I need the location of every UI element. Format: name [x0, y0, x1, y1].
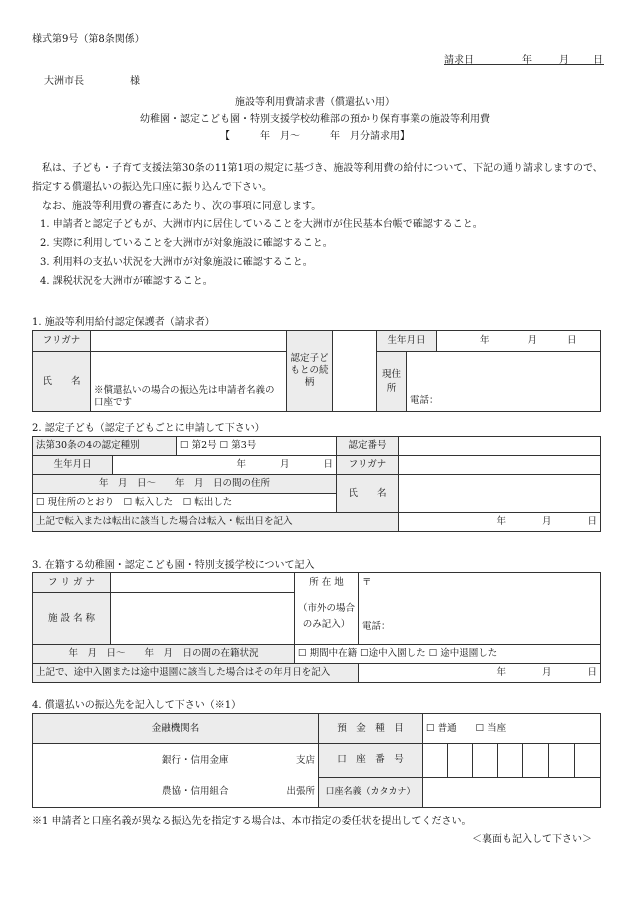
account-digit[interactable] — [575, 744, 601, 778]
account-digit[interactable] — [498, 744, 523, 778]
deposit-type-label: 預 金 種 目 — [319, 714, 423, 744]
year-label: 年 — [496, 667, 506, 679]
checkbox-icon[interactable]: ☐ — [475, 722, 485, 734]
branch-field[interactable] — [243, 744, 319, 808]
child-birth-field[interactable] — [113, 456, 337, 475]
account-holder-label: 口座名義（カタカナ） — [319, 777, 423, 807]
month-label: 月 — [279, 459, 290, 471]
enroll-date-field[interactable] — [359, 664, 601, 683]
facility-name-field[interactable] — [111, 593, 295, 645]
consent-item: 3. 利用料の支払い状況を大洲市が対象施設に確認すること。 — [40, 257, 313, 268]
cert-number-label: 認定番号 — [337, 437, 399, 456]
child-name-field[interactable] — [399, 475, 601, 513]
cert-type-options — [177, 437, 337, 456]
cert-type-label: 法第30条の4の認定種別 — [33, 437, 177, 456]
facility-furigana-label: フ リ ガ ナ — [33, 573, 111, 593]
opt-moved-out-label: 転出した — [194, 497, 233, 509]
footnote — [32, 812, 472, 827]
location-label: 所 在 地 — [309, 577, 344, 588]
intro-paragraph: 私は、子ども・子育て支援法第30条の11第1項の規定に基づき、施設等利用費の給付について、下記の通り請求しますので、指定する償還払いの振込先口座に振り込んで下さい。 — [32, 163, 603, 193]
consent-item: 2. 実際に利用していることを大洲市が対象施設に確認すること。 — [40, 238, 333, 249]
opt-joined-label: 途中入園した — [368, 648, 426, 660]
account-digit[interactable] — [473, 744, 498, 778]
month-label: 月 — [559, 55, 569, 66]
type2-label: 第2号 — [191, 440, 217, 452]
opt-full-label: 期間中在籍 — [309, 648, 358, 660]
year-label: 年 — [522, 55, 532, 66]
type3-label: 第3号 — [231, 440, 257, 452]
title-line3: 【 年 月～ 年 月分請求用】 — [220, 131, 410, 142]
day-label: 日 — [587, 516, 598, 528]
period-address-label: 年 月 日～ 年 月 日の間の住所 — [33, 475, 337, 494]
address-options — [33, 494, 337, 513]
account-holder-field[interactable] — [423, 777, 601, 807]
bank-header: 金融機関名 — [33, 714, 319, 744]
outside-note: （市外の場合のみ記入） — [298, 603, 356, 630]
opt-current-account-label: 当座 — [487, 722, 507, 734]
checkbox-icon[interactable]: ☐ — [426, 722, 435, 734]
day-label: 日 — [593, 55, 603, 66]
day-label: 日 — [587, 667, 597, 679]
back-note: ＜裏面も記入して下さい＞ — [472, 834, 592, 845]
month-label: 月 — [527, 335, 538, 347]
enroll-options — [295, 645, 601, 664]
bank-table — [32, 713, 601, 808]
checkbox-icon[interactable]: ☐ — [298, 648, 307, 660]
section1-heading: 1. 施設等利用給付認定保護者（請求者） — [32, 317, 215, 328]
consent-lead: なお、施設等利用費の審査にあたり、次の事項に同意します。 — [32, 201, 322, 212]
furigana-label: フリガナ — [33, 331, 91, 352]
postal-label: 〒 — [362, 577, 372, 588]
checkbox-icon[interactable]: ☐ — [428, 648, 438, 660]
guardian-name-field[interactable] — [91, 352, 287, 412]
checkbox-icon[interactable]: ☐ — [219, 440, 229, 452]
bank-line1: 銀行・信用金庫 — [161, 755, 229, 766]
cert-number-field[interactable] — [399, 437, 601, 456]
day-label: 日 — [567, 335, 577, 347]
child-furigana-field[interactable] — [399, 456, 601, 475]
branch2-label: 出張所 — [286, 786, 316, 797]
child-table — [32, 436, 601, 532]
phone-label: 電話： — [410, 395, 439, 407]
branch1-label: 支店 — [296, 755, 316, 766]
enroll-note: 上記で、途中入園または途中退園に該当した場合はその年月日を記入 — [33, 664, 359, 683]
year-label: 年 — [480, 335, 490, 347]
location-label-cell — [295, 573, 359, 645]
child-name-label: 氏 名 — [337, 475, 399, 513]
section4-heading: 4. 償還払いの振込先を記入して下さい（※1） — [32, 700, 242, 711]
day-label: 日 — [323, 459, 334, 471]
opt-current-label: 現住所のとおり — [47, 497, 115, 509]
furigana-field[interactable] — [91, 331, 287, 352]
checkbox-icon[interactable]: ☐ — [36, 497, 45, 509]
account-digit[interactable] — [423, 744, 448, 778]
title-line2: 幼稚園・認定こども園・特別支援学校幼稚部の預かり保育事業の施設等利用費 — [140, 114, 490, 125]
consent-item: 4. 課税状況を大洲市が確認すること。 — [40, 276, 213, 287]
section2-heading: 2. 認定子ども（認定子どもごとに申請して下さい） — [32, 423, 265, 434]
move-date-field[interactable] — [399, 513, 601, 532]
account-number-label: 口 座 番 号 — [319, 744, 423, 778]
account-digit[interactable] — [549, 744, 575, 778]
checkbox-icon[interactable]: ☐ — [360, 648, 369, 660]
opt-left-label: 途中退園した — [440, 648, 498, 660]
move-note: 上記で転入または転出に該当した場合は転入・転出日を記入 — [33, 513, 399, 532]
child-birth-label: 生年月日 — [33, 456, 113, 475]
facility-table — [32, 572, 601, 683]
address-label: 現住所 — [377, 352, 407, 412]
account-digit[interactable] — [448, 744, 473, 778]
phone-label: 電話： — [362, 620, 391, 632]
footnote-text: ※1 申請者と口座名義が異なる振込先を指定する場合は、本市指定の委任状を提出してください。 — [32, 816, 472, 827]
title-line1: 施設等利用費請求書（償還払い用） — [235, 97, 395, 108]
guardian-birth-field[interactable] — [437, 331, 601, 352]
deposit-type-options — [423, 714, 601, 744]
checkbox-icon[interactable]: ☐ — [182, 497, 192, 509]
guardian-address-field[interactable] — [407, 352, 601, 412]
month-label: 月 — [541, 667, 552, 679]
bank-line2: 農協・信用組合 — [161, 786, 229, 797]
name-label: 氏 名 — [33, 352, 91, 412]
addressee-honorific: 様 — [130, 76, 140, 87]
guardian-birth-label: 生年月日 — [377, 331, 437, 352]
opt-ordinary-label: 普通 — [437, 722, 457, 734]
name-note: ※償還払いの場合の振込先は申請者名義の口座です — [94, 385, 275, 409]
relation-field[interactable] — [333, 331, 377, 412]
guardian-table — [32, 330, 601, 412]
account-digit[interactable] — [523, 744, 549, 778]
enroll-status-label: 年 月 日～ 年 月 日の間の在籍状況 — [33, 645, 295, 664]
request-date[interactable] — [444, 50, 604, 65]
bank-name-field[interactable] — [33, 744, 243, 808]
relation-label: 認定子どもとの続柄 — [287, 331, 333, 412]
addressee-name: 大洲市長 — [44, 76, 84, 87]
year-label: 年 — [496, 516, 506, 528]
facility-name-label: 施 設 名 称 — [33, 593, 111, 645]
location-field[interactable] — [359, 573, 601, 645]
request-date-label: 請求日 — [444, 55, 474, 66]
opt-moved-in-label: 転入した — [135, 497, 174, 509]
consent-item: 1. 申請者と認定子どもが、大洲市内に居住していることを大洲市が住民基本台帳で確認すること。 — [40, 219, 483, 230]
year-label: 年 — [236, 459, 246, 471]
child-furigana-label: フリガナ — [337, 456, 399, 475]
checkbox-icon[interactable]: ☐ — [180, 440, 189, 452]
checkbox-icon[interactable]: ☐ — [123, 497, 133, 509]
section3-heading: 3. 在籍する幼稚園・認定こども園・特別支援学校について記入 — [32, 560, 315, 571]
form-number: 様式第9号（第8条関係） — [32, 34, 145, 45]
month-label: 月 — [541, 516, 552, 528]
facility-furigana-field[interactable] — [111, 573, 295, 593]
